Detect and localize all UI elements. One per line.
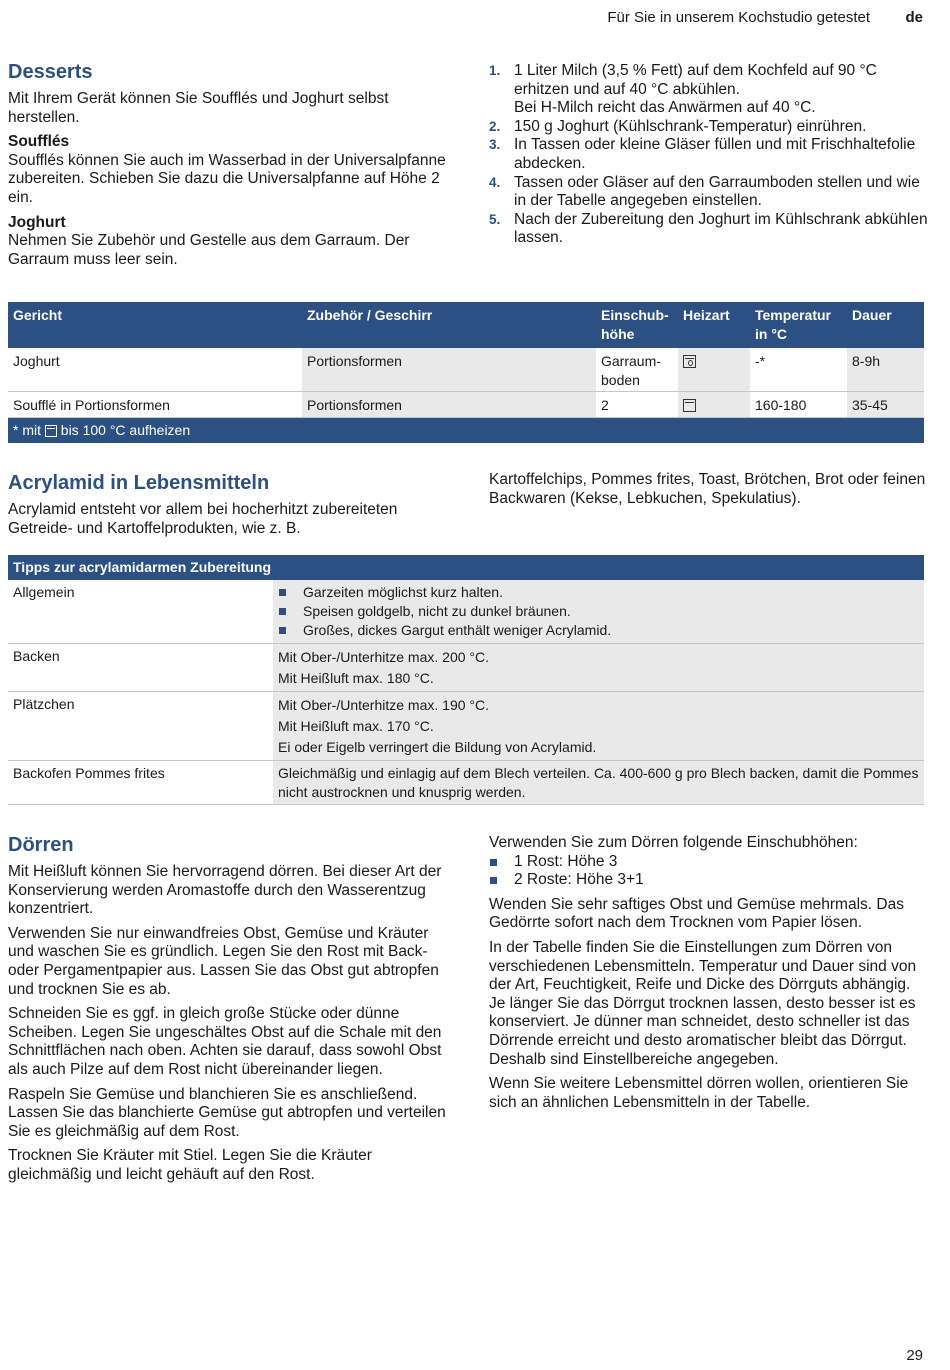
list-item: 2 Roste: Höhe 3+1 <box>489 871 929 890</box>
list-item: 1 Rost: Höhe 3 <box>489 853 929 872</box>
page-number: 29 <box>906 1347 923 1364</box>
running-title: Für Sie in unserem Kochstudio getestet <box>607 9 870 26</box>
desserts-section <box>8 60 448 275</box>
col-header-gericht: Gericht <box>13 307 63 323</box>
list-item: Großes, dickes Gargut enthält weniger Acrylamid. <box>278 621 919 640</box>
table-row: Soufflé in Portionsformen Portionsformen 2 160-180 35-45 <box>8 392 924 418</box>
table-header-row <box>8 302 924 348</box>
col-header-zubehoer: Zubehör / Geschirr <box>307 307 433 323</box>
joghurt-steps <box>489 62 929 248</box>
acrylamid-text-right: Kartoffelchips, Pommes frites, Toast, Brötchen, Brot oder feinen Backwaren (Kekse, Lebkuchen, Spekulatius). <box>489 471 926 507</box>
souffle-text: Soufflés können Sie auch im Wasserbad in der Universalpfanne zubereiten. Schieben Sie dazu die Universalpfanne auf Höhe 2 ein. <box>8 151 446 206</box>
col-header-temperatur: Temperatur in °C <box>755 307 831 342</box>
page-header <box>0 9 950 29</box>
table-header-row <box>8 555 924 580</box>
list-item: Speisen goldgelb, nicht zu dunkel bräunen. <box>278 602 919 621</box>
dessert-settings-table <box>8 302 924 443</box>
table-row: Joghurt Portionsformen Garraum- boden -* 8-9h <box>8 348 924 392</box>
top-bottom-heat-icon <box>683 399 696 412</box>
table-row: Allgemein Garzeiten möglichst kurz halten. Speisen goldgelb, nicht zu dunkel bräunen. Großes, dickes Gargut enthält weniger Acrylamid. <box>8 580 924 644</box>
table-footnote: * mit bis 100 °C aufheizen <box>8 418 924 443</box>
step-item: 1. 1 Liter Milch (3,5 % Fett) auf dem Kochfeld auf 90 °C erhitzen und auf 40 °C abkühlen. Bei H-Milch reicht das Anwärmen auf 40 °C. <box>489 62 877 117</box>
step-item: 5. Nach der Zubereitung den Joghurt im Kühlschrank abkühlen lassen. <box>489 210 928 247</box>
table-row: Plätzchen Mit Ober-/Unterhitze max. 190 °C. Mit Heißluft max. 170 °C. Ei oder Eigelb verringert die Bildung von Acrylamid. <box>8 692 924 761</box>
step-item: 3. In Tassen oder kleine Gläser füllen und mit Frischhaltefolie abdecken. <box>489 136 916 172</box>
acrylamid-text-left: Acrylamid entsteht vor allem bei hocherhitzt zubereiteten Getreide- und Kartoffelprodukten, wie z. B. <box>8 501 398 537</box>
table-row: Backen Mit Ober-/Unterhitze max. 200 °C. Mit Heißluft max. 180 °C. <box>8 644 924 692</box>
col-header-einschub: Einschub- höhe <box>601 307 669 342</box>
list-item: Garzeiten möglichst kurz halten. <box>278 583 919 602</box>
step-item: 2. 150 g Joghurt (Kühlschrank-Temperatur) einrühren. <box>489 117 867 135</box>
desserts-intro: Mit Ihrem Gerät können Sie Soufflés und Joghurt selbst herstellen. <box>8 90 389 126</box>
acrylamid-tips-table <box>8 555 924 805</box>
desserts-title: Desserts <box>8 61 93 83</box>
top-bottom-heat-icon <box>45 425 57 437</box>
tips-header: Tipps zur acrylamidarmen Zubereitung <box>13 559 272 575</box>
doerren-right: Verwenden Sie zum Dörren folgende Einschubhöhen: 1 Rost: Höhe 3 2 Roste: Höhe 3+1 Wenden Sie sehr saftiges Obst und Gemüse mehrmals. Das Gedörrte sofort nach dem Trocknen vom Papier lösen. In der Tabelle finden Sie die Einstellungen zum Dörren von verschiedenen Lebensmitteln. Temperatur und Dauer sind von der Art, Feuchtigkeit, Reife und Dicke des Dörrguts abhängig. Je länger Sie das Dörrgut trocknen lassen, desto besser ist es konserviert. Je dünner man schneidet, desto schneller ist das Dörrende erreicht und desto aromatischer bleibt das Dörrgut. Deshalb sind Einstellbereiche angegeben. Wenn Sie weitere Lebensmittel dörren wollen, orientieren Sie sich an ähnlichen Lebensmitteln in der Tabelle. <box>489 834 929 1118</box>
joghurt-heading: Joghurt <box>8 213 66 231</box>
table-row: Backofen Pommes frites Gleichmäßig und einlagig auf dem Blech verteilen. Ca. 400-600 g pro Blech backen, damit die Pommes nicht austrocknen und knusprig werden. <box>8 761 924 805</box>
doerren-title: Dörren <box>8 834 74 856</box>
col-header-dauer: Dauer <box>852 307 892 323</box>
doerren-section: Dörren Mit Heißluft können Sie hervorragend dörren. Bei dieser Art der Konservierung werden Aromastoffe durch den Wasserentzug konzentriert. Verwenden Sie nur einwandfreies Obst, Gemüse und Kräuter und waschen Sie es gründlich. Legen Sie den Rost mit Back- oder Pergamentpapier aus. Lassen Sie das Obst gut abtropfen und trocknen Sie es ab. Schneiden Sie es ggf. in gleich große Stücke oder dünne Scheiben. Legen Sie ungeschältes Obst auf die Schale mit den Schnittflächen nach oben. Achten sie darauf, dass sowohl Obst als auch Pilze auf dem Rost nicht übereinander liegen. Raspeln Sie Gemüse und blanchieren Sie es anschließend. Lassen Sie das blanchierte Gemüse gut abtropfen und verteilen Sie es gleichmäßig auf dem Rost. Trocknen Sie Kräuter mit Stiel. Legen Sie die Kräuter gleichmäßig und leicht gehäuft auf den Rost. <box>8 833 448 1191</box>
acrylamid-title: Acrylamid in Lebensmitteln <box>8 472 270 494</box>
bottom-heat-fan-icon <box>683 355 696 368</box>
souffle-heading: Soufflés <box>8 133 70 151</box>
step-item: 4. Tassen oder Gläser auf den Garraumboden stellen und wie in der Tabelle angegeben einstellen. <box>489 173 920 210</box>
acrylamid-section <box>8 471 448 544</box>
col-header-heizart: Heizart <box>683 307 730 323</box>
joghurt-text: Nehmen Sie Zubehör und Gestelle aus dem Garraum. Der Garraum muss leer sein. <box>8 232 410 268</box>
language-tag: de <box>905 9 923 26</box>
